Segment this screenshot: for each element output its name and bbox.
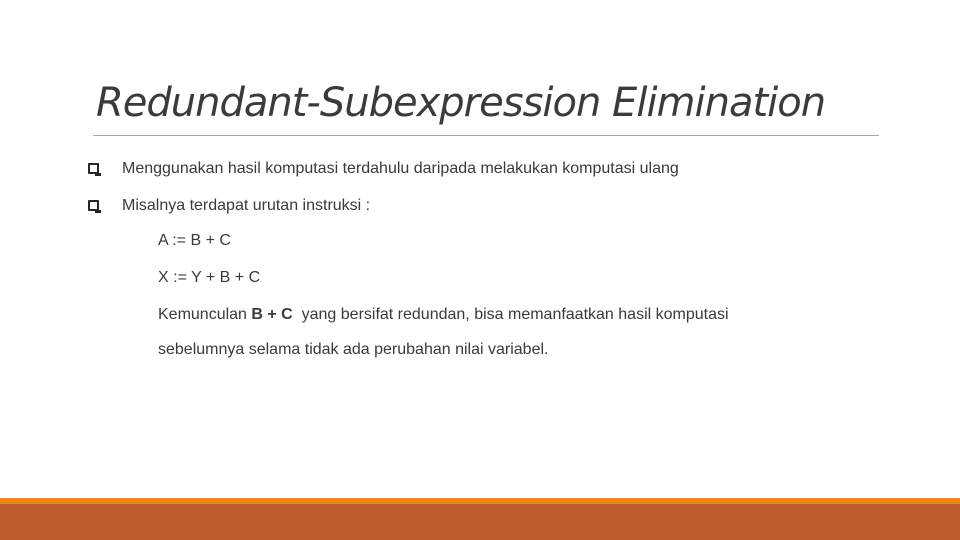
explanation-suffix: yang bersifat redundan, bisa memanfaatkan hasil komputasi — [292, 306, 729, 323]
instruction-line-1: A := B + C — [158, 232, 231, 249]
bullet-text: Menggunakan hasil komputasi terdahulu daripada melakukan komputasi ulang — [122, 160, 679, 177]
explanation-emphasis: B + C — [251, 306, 293, 323]
explanation-line-1 — [158, 306, 729, 324]
checkbox-bullet-icon — [88, 200, 99, 211]
slide-title: Redundant-Subexpression Elimination — [96, 80, 826, 126]
explanation-line-2: sebelumnya selama tidak ada perubahan nilai variabel. — [158, 341, 549, 358]
title-divider — [93, 135, 879, 136]
checkbox-bullet-icon — [88, 163, 99, 174]
bullet-text: Misalnya terdapat urutan instruksi : — [122, 197, 371, 214]
explanation-prefix: Kemunculan — [158, 306, 252, 323]
instruction-line-2: X := Y + B + C — [158, 269, 261, 286]
footer-band — [0, 504, 960, 540]
